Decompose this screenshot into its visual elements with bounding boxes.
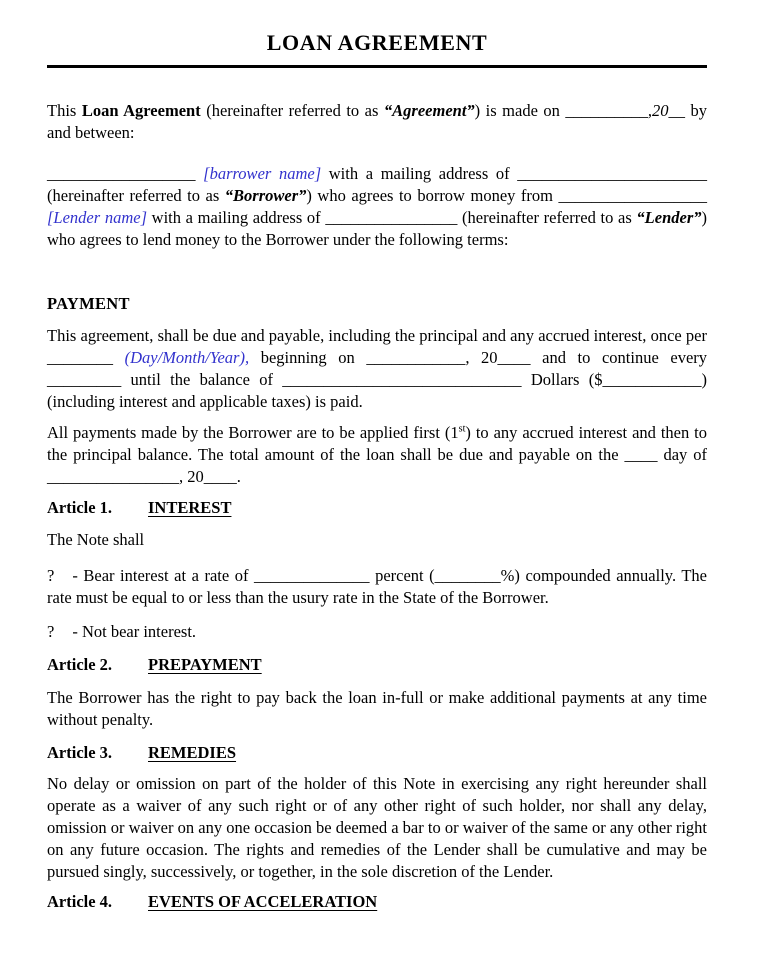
text-segment: No delay or omission on part of the holder of this Note in exercising any right hereunder shall operate as a waiver of any such right or of any other right of such holder, nor shall any delay, omission or waiver on any one occasion be deemed a bar to or waiver of the same or any other right on any future occasion. The rights and remedies of the Lender shall be cumulative and may be pursued singly, successively, or together, in the sole discretion of the Lender. [47, 774, 707, 881]
payment-paragraph-1 [47, 325, 707, 413]
text-segment: The Borrower has the right to pay back the loan in-full or make additional payments at any time without penalty. [47, 688, 707, 729]
article-1-title: INTEREST [148, 498, 232, 517]
article-4-label: Article 4. [47, 892, 113, 911]
article-3-title: REMEDIES [148, 743, 237, 762]
text-segment: (hereinafter referred to as [200, 101, 384, 120]
text-segment: Loan Agreement [81, 101, 201, 120]
text-segment: This [47, 101, 82, 120]
article-4-heading [47, 891, 707, 913]
intro-paragraph-2 [47, 163, 707, 251]
text-segment: ) who agrees to lend money to the Borrower under the following terms: [47, 208, 707, 249]
text-segment: - Bear interest at a rate of ______________ percent (________%) compounded annually. The rate must be equal to or less than the usury rate in the State of the Borrower. [47, 566, 707, 607]
option-marker: ? [47, 622, 55, 641]
article-3-label: Article 3. [47, 743, 113, 762]
document-title: LOAN AGREEMENT [266, 30, 488, 55]
text-segment: All payments made by the Borrower are to be applied first (1 [47, 423, 459, 442]
text-segment: beginning on ____________, 20____ and to continue every _________ until the balance of _____________________________ Dollars ($____________) (including interest and applicable taxes) is paid. [47, 348, 708, 411]
text-segment: ,20 [647, 101, 669, 120]
text-segment: __ by and between: [47, 101, 708, 142]
article-1-option-bear-interest [47, 565, 707, 609]
text-segment: “Agreement” [383, 101, 475, 120]
option-marker: ? [47, 566, 55, 585]
article-2-body [47, 687, 707, 731]
text-segment: “Lender” [636, 208, 702, 227]
placeholder-hint-text: (Day/Month/Year), [124, 348, 250, 367]
article-1-heading [47, 497, 707, 519]
text-segment: ) is made on __________ [474, 101, 648, 120]
article-2-heading [47, 654, 707, 676]
text-segment: __________________ [47, 164, 204, 183]
option-text [47, 566, 707, 607]
article-2-label: Article 2. [47, 655, 113, 674]
option-text [72, 622, 196, 641]
intro-paragraph-1 [47, 100, 707, 144]
article-1-option-not-bear-interest [47, 621, 707, 643]
document-header [47, 30, 707, 56]
payment-paragraph-2 [47, 422, 707, 488]
text-segment: ) to any accrued interest and then to the principal balance. The total amount of the loan shall be due and payable on the ____ day of ________________, 20____. [47, 423, 707, 486]
text-segment: with a mailing address of ________________ (hereinafter referred to as [147, 208, 637, 227]
article-1-label: Article 1. [47, 498, 113, 517]
text-segment: - Not bear interest. [72, 622, 197, 641]
text-segment: “Borrower” [224, 186, 307, 205]
text-segment: ) who agrees to borrow money from __________________ [306, 186, 707, 205]
article-4-title: EVENTS OF ACCELERATION [148, 892, 378, 911]
placeholder-hint-text: [barrower name] [203, 164, 322, 183]
article-3-heading [47, 742, 707, 764]
article-1-intro-line: The Note shall [47, 530, 145, 549]
text-segment: This agreement, shall be due and payable, including the principal and any accrued interest, once per ________ [47, 326, 707, 367]
title-divider-rule [47, 65, 707, 68]
payment-section-heading: PAYMENT [47, 294, 130, 313]
article-2-title: PREPAYMENT [148, 655, 262, 674]
article-3-body [47, 773, 707, 883]
text-segment: st [458, 423, 466, 435]
placeholder-hint-text: [Lender name] [47, 208, 147, 227]
text-segment: with a mailing address of _______________________ (hereinafter referred to as [47, 164, 708, 205]
